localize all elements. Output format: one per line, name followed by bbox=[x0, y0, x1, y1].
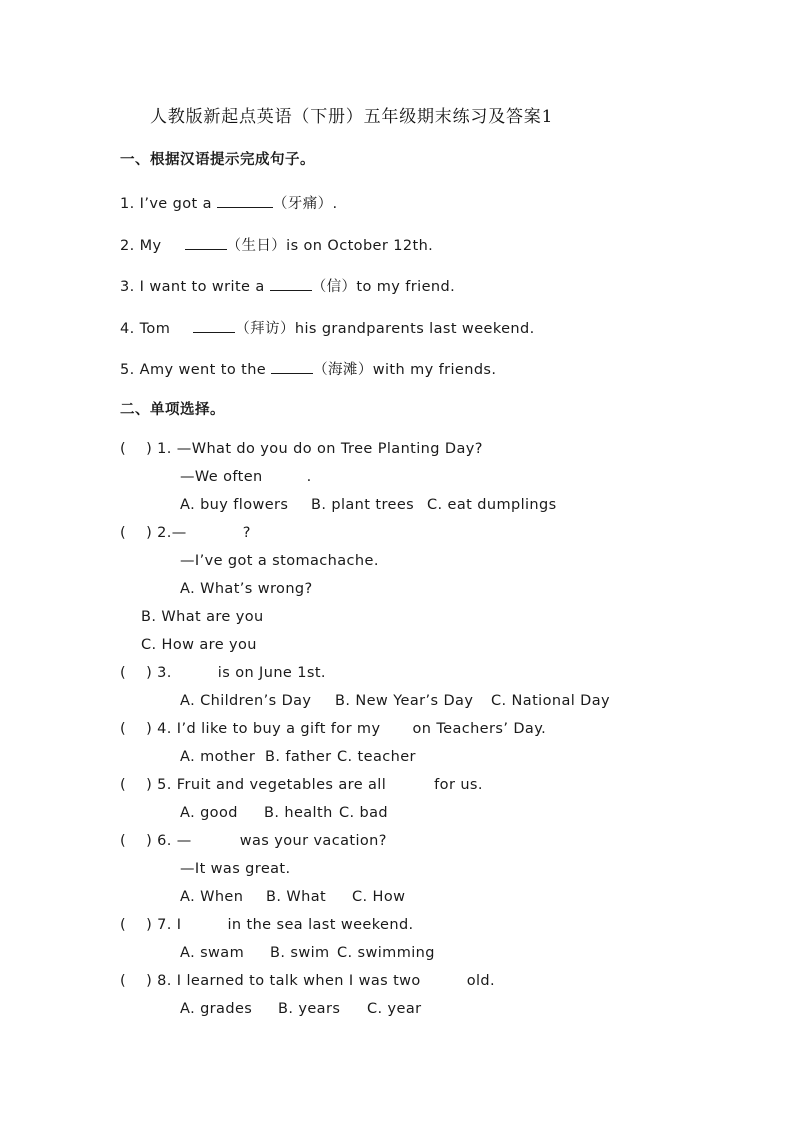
question-3-stem: ( ) 3. is on June 1st. bbox=[120, 665, 326, 681]
question-5-option-b[interactable]: B. health bbox=[264, 805, 333, 821]
fill-item-5-after: （海滩）with my friends. bbox=[313, 362, 497, 378]
question-1-option-c[interactable]: C. eat dumplings bbox=[427, 497, 557, 513]
question-8-option-b[interactable]: B. years bbox=[278, 1001, 341, 1017]
section-2-heading: 二、单项选择。 bbox=[120, 402, 225, 418]
question-1-option-a[interactable]: A. buy flowers bbox=[180, 497, 289, 513]
question-4-stem: ( ) 4. I’d like to buy a gift for my on Teachers’ Day. bbox=[120, 721, 547, 737]
answer-blank[interactable] bbox=[270, 276, 312, 291]
question-2-stem-b: —I’ve got a stomachache. bbox=[180, 553, 379, 569]
fill-item-1-after: （牙痛）. bbox=[272, 196, 338, 212]
question-5-stem: ( ) 5. Fruit and vegetables are all for us. bbox=[120, 777, 483, 793]
fill-item-4-after: （拜访）his grandparents last weekend. bbox=[235, 321, 535, 337]
fill-item-5-before: 5. Amy went to the bbox=[120, 362, 272, 378]
question-6-option-b[interactable]: B. What bbox=[266, 889, 327, 905]
question-8-option-c[interactable]: C. year bbox=[367, 1001, 422, 1017]
fill-item-5 bbox=[120, 359, 496, 379]
section-1-heading: 一、根据汉语提示完成句子。 bbox=[120, 152, 315, 168]
answer-blank[interactable] bbox=[217, 193, 273, 208]
answer-blank[interactable] bbox=[271, 359, 313, 374]
question-2-option-c[interactable]: C. How are you bbox=[141, 637, 257, 653]
question-1-option-b[interactable]: B. plant trees bbox=[311, 497, 415, 513]
fill-item-3-before: 3. I want to write a bbox=[120, 279, 270, 295]
question-3-option-c[interactable]: C. National Day bbox=[491, 693, 611, 709]
fill-item-2 bbox=[120, 235, 433, 255]
fill-item-2-after: （生日）is on October 12th. bbox=[226, 238, 434, 254]
question-6-stem-b: —It was great. bbox=[180, 861, 291, 877]
question-2-stem: ( ) 2.— ? bbox=[120, 525, 251, 541]
fill-item-1-before: 1. I’ve got a bbox=[120, 196, 217, 212]
question-1-stem: ( ) 1. —What do you do on Tree Planting Day? bbox=[120, 441, 483, 457]
question-4-option-b[interactable]: B. father bbox=[265, 749, 332, 765]
question-6-option-c[interactable]: C. How bbox=[352, 889, 406, 905]
question-6-stem: ( ) 6. — was your vacation? bbox=[120, 833, 387, 849]
fill-item-1 bbox=[120, 193, 338, 213]
question-1-stem-b: —We often . bbox=[180, 469, 312, 485]
document-title: 人教版新起点英语（下册）五年级期末练习及答案1 bbox=[150, 107, 554, 127]
question-6-option-a[interactable]: A. When bbox=[180, 889, 244, 905]
question-5-option-c[interactable]: C. bad bbox=[339, 805, 389, 821]
fill-item-3 bbox=[120, 276, 455, 296]
fill-item-2-before: 2. My bbox=[120, 238, 167, 254]
question-8-stem: ( ) 8. I learned to talk when I was two old. bbox=[120, 973, 496, 989]
question-2-option-a[interactable]: A. What’s wrong? bbox=[180, 581, 313, 597]
fill-item-4-before: 4. Tom bbox=[120, 321, 176, 337]
question-3-option-b[interactable]: B. New Year’s Day bbox=[335, 693, 474, 709]
question-7-option-a[interactable]: A. swam bbox=[180, 945, 245, 961]
question-2-option-b[interactable]: B. What are you bbox=[141, 609, 264, 625]
question-3-option-a[interactable]: A. Children’s Day bbox=[180, 693, 312, 709]
question-8-option-a[interactable]: A. grades bbox=[180, 1001, 253, 1017]
answer-blank[interactable] bbox=[185, 235, 227, 250]
question-4-option-a[interactable]: A. mother bbox=[180, 749, 256, 765]
question-7-option-c[interactable]: C. swimming bbox=[337, 945, 435, 961]
fill-item-4 bbox=[120, 318, 535, 338]
question-5-option-a[interactable]: A. good bbox=[180, 805, 238, 821]
question-7-stem: ( ) 7. I in the sea last weekend. bbox=[120, 917, 414, 933]
question-7-option-b[interactable]: B. swim bbox=[270, 945, 330, 961]
answer-blank[interactable] bbox=[193, 318, 235, 333]
question-4-option-c[interactable]: C. teacher bbox=[337, 749, 416, 765]
fill-item-3-after: （信）to my friend. bbox=[311, 279, 456, 295]
